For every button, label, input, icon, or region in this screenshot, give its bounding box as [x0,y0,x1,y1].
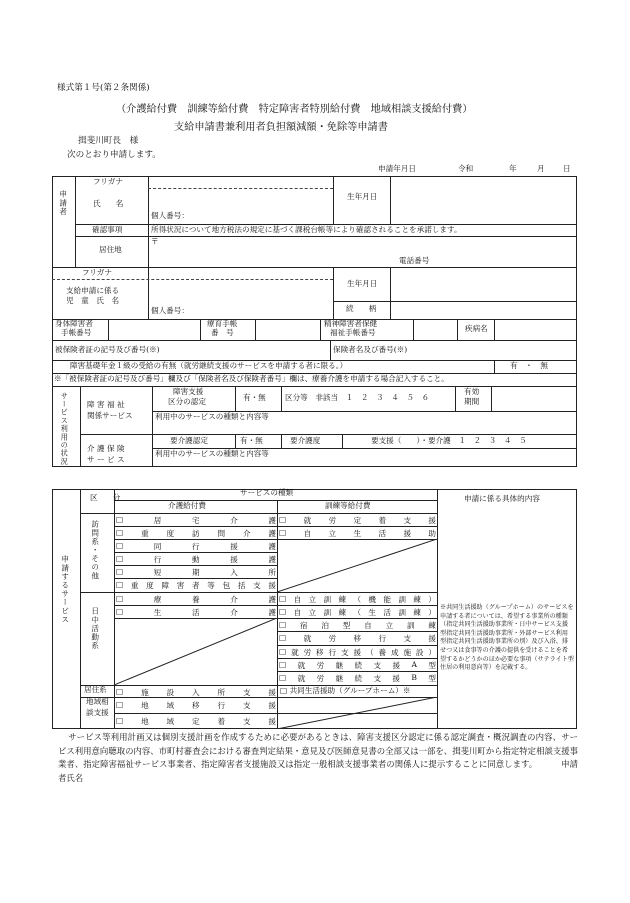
care-item-behavior-support[interactable] [116,554,276,565]
service-char: 行 [217,701,226,710]
community-item-settlement-support[interactable] [116,716,276,727]
service-char: 助 [428,529,436,538]
checkbox-icon[interactable]: □ [279,528,287,537]
form-title-line1: （介護給付費 訓練等給付費 特定障害者特別給付費 地域相談支援給付費） [116,104,473,115]
community-group-label: 地域相談支援 [86,697,109,717]
signature-label: 申請者氏名 [58,759,579,783]
service-char: 移 [316,648,324,657]
disease-label: 疾病名 [465,324,488,333]
care-item-medical-care[interactable] [116,594,276,605]
services-section-label: 申請するサービス [60,555,70,624]
care-level-options: 要支援（ ）・要介護 １ ２ ３ ４ ５ [371,436,527,445]
checkbox-icon[interactable]: □ [279,647,287,656]
mental-cert-label-1: 精神障害者保健 [324,319,378,328]
checkbox-icon[interactable]: □ [116,607,124,616]
support-category: 区分等 非該当 １ ２ ３ ４ ５ ６ [285,393,430,402]
service-char: 活 [383,608,391,617]
care-level-label: 要介護度 [290,436,321,445]
service-char: 援 [353,648,362,657]
service-char: 宅 [192,516,200,525]
checkbox-icon[interactable]: □ [279,607,287,616]
service-char: 労 [316,661,325,670]
training-item-employment-transition[interactable] [279,633,436,644]
care-insurance-label-1: 介 護 保 険 [87,444,125,453]
service-char: 支 [341,648,349,657]
service-char: 労 [303,648,312,657]
service-char: 援 [428,516,436,525]
child-furigana-label: フリガナ [82,268,112,277]
addressee: 揖斐川町長 様 [78,136,139,146]
service-char: 訓 [406,621,415,630]
care-item-life-care[interactable] [116,607,276,618]
service-char: 生 [353,529,362,538]
service-char: 就 [303,634,312,643]
service-char: 労 [316,674,325,683]
service-char: 支 [403,516,412,525]
checkbox-icon[interactable]: □ [279,673,287,682]
checkbox-icon[interactable]: □ [116,528,124,537]
service-char: 援 [392,661,401,670]
service-char: （ [353,608,362,617]
service-char: 者 [192,581,200,590]
form-number: 様式第１号(第２条関係) [57,83,150,93]
residence-group-label: 居住系 [84,685,107,694]
checkbox-icon[interactable]: □ [116,687,124,696]
checkbox-icon[interactable]: □ [279,660,287,669]
service-char: 短 [153,568,162,577]
service-char: 練 [338,595,347,604]
service-char: 移 [192,701,200,710]
service-char: 介 [230,595,238,604]
service-char: 行 [153,555,162,564]
checkbox-icon[interactable]: □ [279,633,287,642]
service-char: 包 [222,581,231,590]
era-label: 令和 [458,164,474,173]
checkbox-icon[interactable]: □ [279,515,287,524]
service-char: 支 [403,634,412,643]
service-char: 型 [428,674,436,683]
group-home-note: ※共同生活援助（グループホーム）のサービスを申請する者については、希望する事業所の種類（指定共同生活援助事業所・日中サービス支援型指定共同生活援助事業所・外部サービス利用型指定共同生活援助事業所の別）及び入浴、排せつ又は食事等の介護の提供を受けることを希望するかどうかのほか必要な事項（サテライト型住居の利用意向等）を記載する。 [440,604,574,672]
support-cert-label-1: 障害支援 [173,387,204,396]
service-char: 援 [428,634,436,643]
service-char: 所 [217,688,226,697]
checkbox-icon[interactable]: □ [116,716,124,725]
care-item-facility-support[interactable] [116,687,276,698]
service-char: 等 [207,581,215,590]
service-char: 機 [368,595,376,604]
physical-cert-label-2: 手帳番号 [61,328,92,337]
service-char: 型 [428,661,436,670]
visit-group-label: 訪問系・その他 [90,520,100,581]
address-label: 居住地 [99,245,122,254]
service-char: 問 [217,529,226,538]
service-char: 支 [373,674,382,683]
service-char: 行 [192,542,200,551]
service-char: 度 [146,581,154,590]
checkbox-icon[interactable]: □ [116,515,124,524]
child-name-label-2: 児 童 氏 名 [66,296,120,305]
service-char: 障 [161,581,170,590]
care-item-accompany-support[interactable] [116,541,276,552]
service-char: ） [428,648,436,657]
service-char: 継 [335,661,344,670]
care-item-home-care[interactable] [116,515,276,526]
consent-text [58,731,578,785]
service-char: 活 [378,529,387,538]
confirm-text: 所得状況について地方税法の規定に基づく課税台帳等により確認されることを承諾します。 [151,225,462,234]
service-char: 施 [403,648,412,657]
service-char: 練 [428,621,436,630]
care-insurance-label-2: サ ー ビ ス [87,455,125,464]
service-char: 自 [364,621,372,630]
service-char: 行 [378,634,387,643]
training-item-function-training[interactable] [279,594,436,605]
service-char: 定 [192,717,200,726]
service-char: 宿 [299,621,308,630]
service-char: 就 [291,648,299,657]
service-char: 介 [230,516,238,525]
checkbox-icon[interactable]: □ [116,541,124,550]
service-char: 着 [378,516,387,525]
care-item-severe-visit-care[interactable] [116,528,276,539]
training-item-continuous-support-a[interactable] [279,660,436,671]
applicant-individual-number: 個人番号： [151,211,189,220]
checkbox-icon[interactable]: □ [116,554,124,563]
service-char: 施 [141,688,149,697]
service-char: 介 [230,608,238,617]
postal-mark: 〒 [151,237,159,246]
service-char: 護 [268,542,276,551]
service-char: 療 [153,595,162,604]
service-char: 労 [328,634,337,643]
consent-body: サービス等利用計画又は個別支援計画を作成するために必要があるときは、障害支援区分認定に係る認定調査・概況調査の内容、サービス利用意向聴取の内容、市町村審査会における審査判定結果・意見及び医師意見書の全部又は一部を、揖斐川町から指定特定相談支援事業者、指定障害福祉サービス事業者、指定障害者支援施設又は指定一般相談支援事業者の関係人に提示することに同意します。 [58,732,578,770]
training-item-employment-transition-training-facility[interactable] [279,647,436,658]
service-char: A [411,660,417,669]
service-char: 支 [373,661,382,670]
rehab-cert-label-1: 療育手帳 [207,319,238,328]
service-char: 生 [368,608,376,617]
service-char: 護 [268,516,276,525]
child-birthdate-label: 生年月日 [347,279,378,288]
service-char: B [411,673,417,682]
service-char: 移 [353,634,362,643]
service-char: 訓 [398,595,406,604]
service-char: 設 [166,688,175,697]
training-item-group-home[interactable]: □ 共同生活援助（グループホーム）※ [280,686,411,695]
form-title-line2: 支給申請書兼利用者負担額減額・免除等申請書 [174,122,388,133]
service-char: 成 [390,648,399,657]
care-cert-yes-no: 有・無 [240,436,263,445]
service-char: 所 [268,568,276,577]
service-char: 練 [338,608,347,617]
service-char: 就 [297,661,306,670]
service-char: 動 [192,555,200,564]
phone-label: 電話番号 [399,256,430,265]
checkbox-icon[interactable]: □ [279,620,287,629]
checkbox-icon[interactable]: □ [279,594,287,603]
month-label: 月 [537,164,545,173]
care-benefit-header: 介護給付費 [168,501,206,510]
service-char: 重 [130,581,139,590]
checkbox-icon[interactable]: □ [116,580,124,589]
service-char: 定 [353,516,362,525]
rehab-cert-label-2: 番 号 [211,328,234,337]
service-char: 援 [268,688,276,697]
service-char: 就 [303,516,312,525]
intro-text: 次のとおり申請します。 [67,150,161,160]
care-current-services: 利用中のサービスの種類と内容等 [155,449,269,458]
service-char: 護 [268,595,276,604]
training-benefit-header: 訓練等給付費 [325,501,371,510]
service-char: 援 [268,701,276,710]
child-individual-number: 個人番号： [151,306,189,315]
service-char: 着 [217,717,226,726]
service-char: ） [428,608,436,617]
mental-cert-label-2: 福祉手帳番号 [330,328,376,337]
training-item-life-training[interactable] [279,607,436,618]
service-char: 練 [413,595,421,604]
service-char: 生 [153,608,162,617]
service-char: 訓 [398,608,406,617]
service-char: 立 [385,621,394,630]
service-char: 期 [192,568,200,577]
service-char: （ [365,648,374,657]
service-char: 援 [268,581,276,590]
applicant-furigana-label: フリガナ [93,177,123,186]
service-char: 能 [383,595,391,604]
valid-period-label-1: 有効 [464,387,480,396]
service-char: 支 [242,688,251,697]
service-char: 設 [415,648,424,657]
training-item-lodging-training[interactable] [279,620,436,631]
checkbox-icon[interactable]: □ [116,594,124,603]
year-label: 年 [509,164,517,173]
service-char: 泊 [321,621,329,630]
service-char: 養 [192,595,200,604]
child-relation-label: 続 柄 [346,304,377,313]
welfare-services-label-2: 関係サービス [87,411,133,420]
service-char: 養 [378,648,387,657]
service-char: 介 [242,529,251,538]
care-item-short-stay[interactable] [116,567,276,578]
service-char: ） [428,595,436,604]
service-char: 域 [166,701,175,710]
service-char: 援 [403,529,412,538]
training-item-employment-retention[interactable] [279,515,436,526]
service-char: 護 [268,529,276,538]
checkbox-icon[interactable]: □ [116,700,124,709]
applicant-name-label: 氏 名 [93,199,124,208]
service-char: 活 [192,608,200,617]
training-item-independent-living-assist[interactable] [279,528,436,539]
service-char: 重 [141,529,149,538]
service-char: 護 [268,608,276,617]
pension-yes-no: 有 ・ 無 [510,361,548,370]
service-char: 居 [153,516,162,525]
applicant-birthdate-label: 生年月日 [347,192,378,201]
service-char: （ [353,595,362,604]
service-char: 型 [342,621,351,630]
service-char: 自 [293,608,302,617]
application-date-label: 申請年月日 [378,164,416,173]
insurance-note: ※「被保険者証の記号及び番号」欄及び「保険者名及び保険者番号」欄は、療養介護を申請する場合記入すること。 [54,374,449,383]
service-char: 継 [335,674,344,683]
service-char: 就 [297,674,306,683]
service-char: 自 [293,595,302,604]
confirm-label: 確認事項 [92,225,123,234]
service-char: 害 [176,581,185,590]
service-char: 援 [392,674,400,683]
service-char: 地 [141,717,149,726]
service-char: 度 [166,529,175,538]
detail-header: 申請に係る具体的内容 [464,494,540,503]
day-label: 日 [563,164,571,173]
training-item-continuous-support-b[interactable] [279,673,436,684]
service-char: 援 [268,717,276,726]
valid-period-label-2: 期間 [464,397,480,406]
category-header: 区 分 [90,493,121,502]
care-cert-label: 要介護認定 [170,436,208,445]
service-char: 続 [354,661,363,670]
service-char: 支 [242,717,251,726]
support-cert-label-2: 区分の認定 [168,397,206,406]
service-char: 援 [230,555,238,564]
service-char: 練 [413,608,421,617]
physical-cert-label-1: 身体障害者 [55,319,93,328]
service-char: 援 [230,542,238,551]
welfare-current-services: 利用中のサービスの種類と内容等 [155,412,269,421]
welfare-services-label-1: 障 害 福 祉 [87,400,125,409]
service-char: 入 [192,688,200,697]
service-char: 訓 [323,608,332,617]
service-char: 域 [166,717,175,726]
service-char: 訓 [323,595,332,604]
service-char: 地 [141,701,149,710]
insurer-label: 保険者名及び番号(※) [333,345,408,354]
applicant-section-label: 申請者 [58,190,68,216]
usage-section-label: サービス利用の状況 [60,392,70,466]
service-char: 支 [242,701,251,710]
service-char: 続 [354,674,363,683]
service-char: 行 [328,648,337,657]
support-yes-no: 有・無 [243,393,266,402]
community-item-transition-support[interactable] [116,700,276,711]
main-table [52,176,577,387]
service-char: 括 [237,581,246,590]
service-char: 同 [153,542,162,551]
service-char: 立 [308,595,317,604]
care-item-comprehensive-support[interactable] [116,580,276,591]
service-char: 自 [303,529,312,538]
service-char: 支 [253,581,261,590]
checkbox-icon[interactable]: □ [116,567,124,576]
service-char: 入 [230,568,238,577]
pension-question: 障害基礎年金１級の受給の有無（就労継続支援のサービスを申請する者に限る。） [70,361,348,370]
insured-id-label: 被保険者証の記号及び番号(※) [55,345,160,354]
service-char: 労 [328,516,337,525]
day-group-label: 日中活動系 [90,607,100,650]
service-char: 立 [308,608,317,617]
service-char: 立 [328,529,337,538]
service-kinds-header: サービスの種類 [240,488,294,497]
service-char: 護 [268,555,276,564]
service-char: 訪 [192,529,200,538]
child-name-label-1: 支給申請に係る [66,286,120,295]
